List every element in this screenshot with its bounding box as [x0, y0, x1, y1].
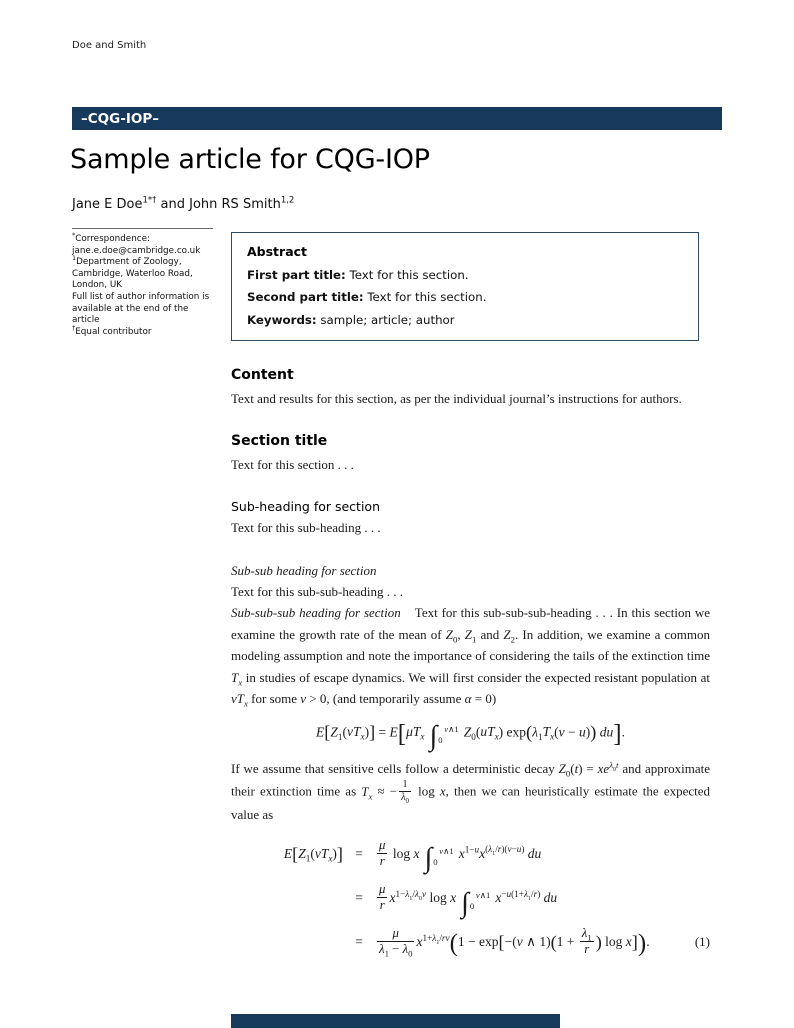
authors-line: Jane E Doe$^{1*\dagger}$ and John RS Smith$^{1,2}$	[72, 195, 295, 212]
body-paragraph: Text and results for this section, as per the individual journal’s instructions for authors.	[231, 391, 682, 406]
equation-row	[231, 926, 710, 960]
abstract-item-label: First part title:	[247, 267, 346, 282]
page-bottom-bar	[231, 1014, 560, 1028]
affiliation-line: $^1$Department of Zoology,	[72, 254, 182, 268]
equation-rhs: $\frac{\mu}{r}$ log x ∫ v∧1 0 $x^{1-u}x^{(\lambda_1/r)(v-u)}$ du	[379, 837, 542, 875]
body-paragraph: If we assume that sensitive cells follow a deterministic decay $Z_0(t) = xe^{\lambda_0t}$ and approximate their extinction time as $T_x$ ≈ − $\frac{1}{\lambda_0}$ log x, then we can heuristically estimate the expected value as	[231, 759, 711, 823]
body-paragraph: Text for this sub-heading . . .	[231, 520, 381, 535]
section-heading: Section title	[231, 432, 328, 449]
body-paragraph: Text for this sub-sub-heading . . .	[231, 583, 404, 599]
keywords-label: Keywords:	[247, 312, 317, 327]
author-info-note: available at the end of the article	[72, 303, 189, 326]
equation-row	[231, 837, 710, 875]
equation-lhs: $E[Z_1(vT_x)]$	[283, 843, 343, 864]
journal-banner	[72, 107, 722, 130]
subsection-heading: Sub-heading for section	[231, 499, 380, 514]
abstract-item	[247, 268, 683, 282]
equation-relation: =	[355, 934, 363, 950]
article-title: Sample article for CQG-IOP	[70, 144, 430, 175]
correspondence-line: *Correspondence:	[72, 231, 150, 244]
display-equation: $E[Z_1(vT_x)] = E[\mu T_x$ ∫ v∧1 0 $Z_0(uT_x) \exp(\lambda_1T_x(v - u))$ du].	[316, 719, 625, 753]
paragraph-text: Text for this sub-sub-sub-heading . . . In this section we examine the growth rate of the mean of $Z_0$, $Z_1$ and $Z_2$. In addition, we examine a common modeling assumption and note the importance of considering the tails of the extinction time $T_x$ in studies of escape dynamics. We will first consider the expected resistant population at $vT_x$ for some v > 0, (and temporarily assume α = 0)	[231, 605, 711, 709]
abstract-item	[247, 290, 683, 304]
correspondence-email: jane.e.doe@cambridge.co.uk	[72, 245, 201, 256]
abstract-title: Abstract	[247, 244, 308, 259]
abstract-keywords	[247, 313, 683, 327]
paragraph-with-runin-heading	[231, 602, 710, 710]
author-info-note: Full list of author information is	[72, 291, 210, 302]
abstract-item-text: Text for this section.	[367, 290, 487, 304]
equation-relation: =	[355, 889, 363, 905]
affiliation-line: Cambridge, Waterloo Road,	[72, 268, 193, 279]
equation-number: (1)	[694, 934, 710, 950]
keywords-text: sample; article; author	[320, 312, 455, 327]
abstract-item-text: Text for this section.	[349, 267, 469, 282]
journal-banner-label: –CQG-IOP–	[81, 110, 159, 127]
equation-row	[231, 882, 710, 919]
running-head: Doe and Smith	[72, 40, 147, 51]
abstract-box	[231, 232, 699, 341]
section-heading-content: Content	[231, 367, 294, 383]
abstract-item-label: Second part title:	[247, 290, 364, 304]
body-paragraph: Text for this section . . .	[231, 456, 354, 472]
aligned-equation-block	[231, 838, 710, 958]
equation-rhs: $\frac{\mu}{r}$ $x^{1-\lambda_1/\lambda_0v}$ log x ∫ v∧1 0 $x^{-u(1+\lambda_1/r)}$ du	[379, 882, 558, 919]
equal-contributor-note: †Equal contributor	[72, 323, 152, 337]
runin-heading: Sub-sub-sub heading for section	[231, 605, 401, 620]
article-body	[231, 360, 710, 971]
equation-relation: =	[355, 845, 363, 861]
correspondence-note	[72, 228, 213, 338]
affiliation-line: London, UK	[72, 280, 123, 291]
subsubsection-heading: Sub-sub heading for section	[231, 562, 377, 578]
equation-rhs: $\frac{\mu}{\lambda_1 - \lambda_0}$ $x^{1+\lambda_1/rv}(1 - \exp[-(v$ ∧ 1)(1 + $\frac{\lambda_1}{r}$ ) log x]).	[379, 926, 650, 960]
